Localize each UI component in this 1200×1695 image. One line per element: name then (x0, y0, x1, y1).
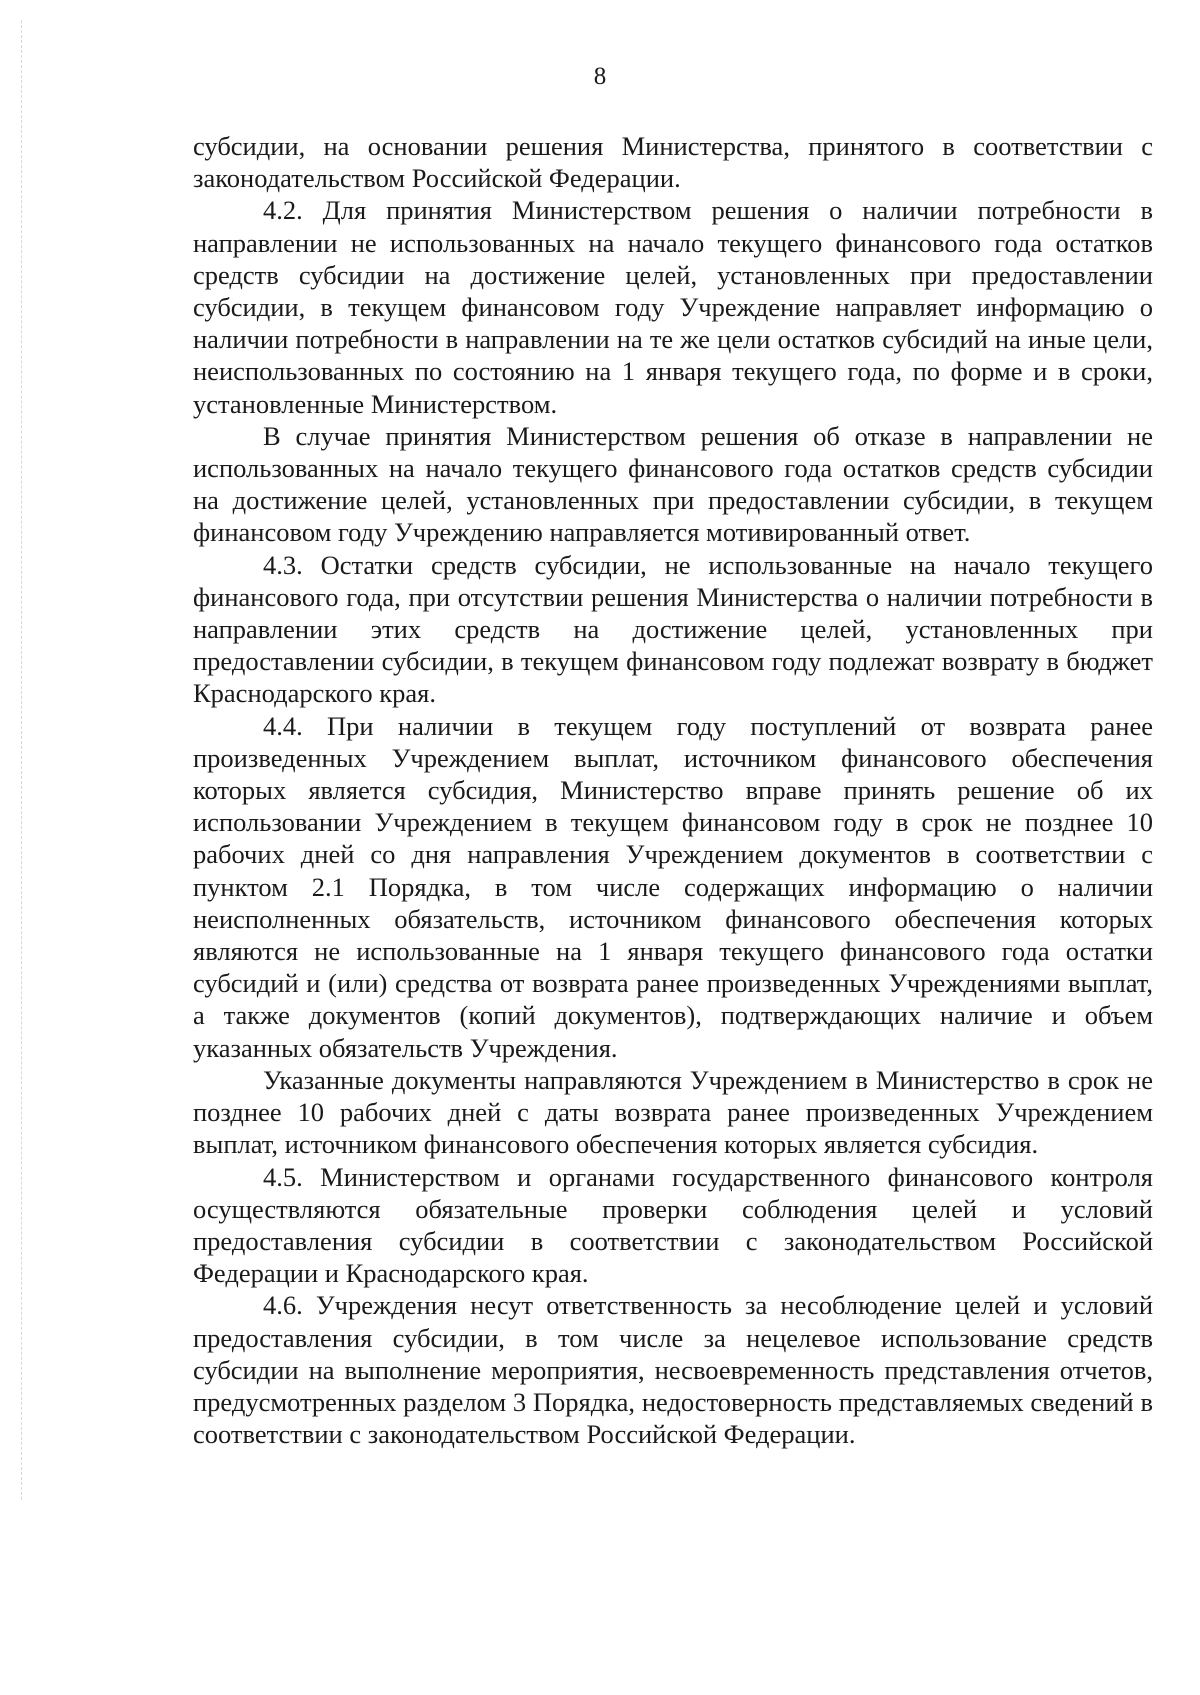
paragraph-4-6: 4.6. Учреждения несут ответственность за несоблюдение целей и условий предоставления субсидии, в том числе за нецелевое использование средств субсидии на выполнение мероприятия, несвоевременность представления отчетов, предусмотренных разделом 3 Порядка, недостоверность представляемых сведений в соответствии с законодательством Российской Федерации. (193, 1290, 1153, 1450)
paragraph-documents-deadline: Указанные документы направляются Учреждением в Министерство в срок не позднее 10 рабочих дней с даты возврата ранее произведенных Учреждением выплат, источником финансового обеспечения которых является субсидия. (193, 1064, 1153, 1160)
paragraph-4-2: 4.2. Для принятия Министерством решения о наличии потребности в направлении не использованных на начало текущего финансового года остатков средств субсидии на достижение целей, установленных при предоставлении субсидии, в текущем финансовом году Учреждение направляет информацию о наличии потребности в направлении на те же цели остатков субсидий на иные цели, неиспользованных по состоянию на 1 января текущего года, по форме и в сроки, установленные Министерством. (193, 195, 1153, 419)
paragraph-continuation: субсидии, на основании решения Министерства, принятого в соответствии с законодательством Российской Федерации. (193, 131, 1153, 194)
document-body (193, 130, 1153, 1450)
paragraph-refusal-case: В случае принятия Министерством решения об отказе в направлении не использованных на начало текущего финансового года остатков средств субсидии на достижение целей, установленных при предоставлении субсидии, в текущем финансовом году Учреждению направляется мотивированный ответ. (193, 420, 1153, 548)
paragraph-4-4: 4.4. При наличии в текущем году поступлений от возврата ранее произведенных Учреждением выплат, источником финансового обеспечения которых является субсидия, Министерство вправе принять решение об их использовании Учреждением в текущем финансовом году в срок не позднее 10 рабочих дней со дня направления Учреждением документов в соответствии с пунктом 2.1 Порядка, в том числе содержащих информацию о наличии неисполненных обязательств, источником финансового обеспечения которых являются не использованные на 1 января текущего финансового года остатки субсидий и (или) средства от возврата ранее произведенных Учреждениями выплат, а также документов (копий документов), подтверждающих наличие и объем указанных обязательств Учреждения. (193, 710, 1153, 1063)
paragraph-4-5: 4.5. Министерством и органами государственного финансового контроля осуществляются обязательные проверки соблюдения целей и условий предоставления субсидии в соответствии с законодательством Российской Федерации и Краснодарского края. (193, 1161, 1153, 1289)
page-number: 8 (593, 63, 607, 90)
scan-binding-edge (21, 20, 22, 1500)
paragraph-4-3: 4.3. Остатки средств субсидии, не использованные на начало текущего финансового года, при отсутствии решения Министерства о наличии потребности в направлении этих средств на достижение целей, установленных при предоставлении субсидии, в текущем финансовом году подлежат возврату в бюджет Краснодарского края. (193, 549, 1153, 709)
